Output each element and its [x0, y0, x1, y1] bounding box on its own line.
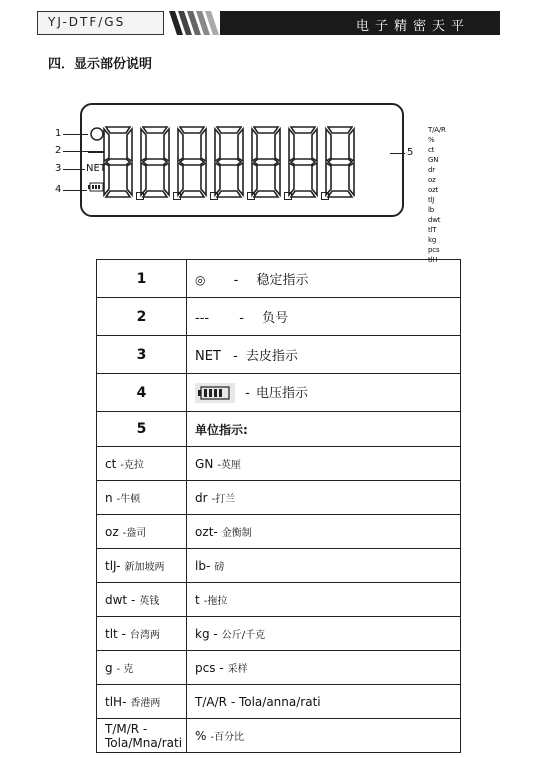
header-title: 电子精密天平 [355, 19, 470, 34]
unit-description: 磅 [214, 562, 225, 573]
legend-entry [187, 260, 461, 298]
unit-description: -克拉 [120, 460, 144, 471]
callout-3: 3 [55, 163, 62, 174]
callout-line [63, 169, 85, 170]
unit-description: -拖拉 [203, 596, 228, 607]
unit-description: -打兰 [211, 494, 236, 505]
unit-entry [187, 447, 461, 481]
callout-line [63, 190, 87, 191]
unit-code: dr [195, 491, 208, 505]
unit-label: T/A/R % [428, 126, 446, 144]
unit-code: T/A/R - Tola/anna/rati [195, 694, 321, 709]
unit-entry [187, 549, 461, 583]
net-label: NET [86, 163, 106, 174]
lcd-digit [176, 125, 208, 199]
unit-row [97, 447, 461, 481]
unit-code: T/M/R - Tola/Mna/rati [105, 721, 183, 750]
unit-code: dwt - [105, 593, 136, 607]
callout-4: 4 [55, 184, 62, 195]
unit-description: 香港两 [130, 698, 161, 709]
row-number: 5 [97, 412, 187, 447]
legend-text: 电压指示 [256, 385, 309, 401]
unit-description: -百分比 [210, 732, 245, 743]
unit-code: t [195, 593, 200, 607]
unit-entry [97, 549, 187, 583]
legend-row [97, 412, 461, 447]
unit-entry [97, 515, 187, 549]
lcd-display-diagram [80, 103, 446, 264]
unit-entry [187, 719, 461, 753]
stable-symbol-icon: ◎ [195, 273, 206, 287]
unit-entry [97, 481, 187, 515]
unit-description: 新加坡两 [124, 562, 165, 573]
unit-row [97, 651, 461, 685]
unit-row [97, 685, 461, 719]
row-number: 4 [97, 374, 187, 412]
unit-label: ct GN dr [428, 146, 439, 174]
lcd-digit [213, 125, 245, 199]
unit-row [97, 719, 461, 753]
lcd-digit [324, 125, 356, 199]
unit-code: kg - [195, 627, 218, 641]
unit-entry [97, 685, 187, 719]
legend-row [97, 298, 461, 336]
unit-description: - 克 [116, 664, 134, 675]
lcd-digit [250, 125, 282, 199]
unit-label: kg pcs tlH [428, 236, 440, 264]
unit-row [97, 583, 461, 617]
unit-row [97, 617, 461, 651]
unit-entry [187, 583, 461, 617]
dash: - [239, 311, 244, 326]
lcd-digit [102, 125, 134, 199]
legend-text: 稳定指示 [256, 273, 309, 288]
legend-entry [187, 298, 461, 336]
unit-label: lb dwt tlT [428, 206, 441, 234]
stripe-decoration [169, 11, 221, 35]
model-label: YJ-DTF/GS [48, 15, 126, 29]
unit-description: 采样 [227, 664, 248, 675]
unit-entry [187, 617, 461, 651]
unit-description: 金衡制 [221, 528, 252, 539]
dash: - [233, 349, 238, 364]
unit-row [97, 481, 461, 515]
callout-1: 1 [55, 128, 62, 139]
callout-5: 5 [407, 147, 414, 158]
lcd-digit [287, 125, 319, 199]
dash: - [245, 385, 250, 401]
unit-description: -牛顿 [116, 494, 141, 505]
unit-description: -英厘 [217, 460, 241, 471]
unit-description: 公斤/千克 [221, 630, 266, 641]
unit-entry [97, 617, 187, 651]
legend-entry [187, 374, 461, 412]
unit-indicators [428, 125, 446, 265]
model-label-box [37, 11, 164, 35]
callout-2: 2 [55, 145, 62, 156]
unit-row [97, 549, 461, 583]
net-symbol: NET [195, 349, 221, 364]
unit-entry [97, 719, 187, 753]
legend-row [97, 374, 461, 412]
legend-entry [187, 336, 461, 374]
unit-code: GN [195, 457, 214, 471]
dash: - [233, 273, 239, 288]
unit-entry [187, 515, 461, 549]
unit-code: tlH- [105, 695, 127, 709]
legend-text: 负号 [262, 311, 289, 326]
callout-line [390, 153, 405, 154]
unit-code: tlJ- [105, 559, 121, 573]
unit-code: ozt- [195, 525, 218, 539]
unit-heading: 单位指示: [187, 412, 461, 447]
unit-description: -盎司 [122, 528, 147, 539]
row-number: 3 [97, 336, 187, 374]
callout-line [63, 151, 88, 152]
lcd-digit [139, 125, 171, 199]
unit-entry [97, 583, 187, 617]
row-number: 1 [97, 260, 187, 298]
unit-description: 台湾两 [129, 630, 160, 641]
row-number: 2 [97, 298, 187, 336]
unit-entry [187, 651, 461, 685]
unit-code: tlt - [105, 627, 126, 641]
unit-code: lb- [195, 559, 211, 573]
legend-row [97, 260, 461, 298]
unit-code: ct [105, 457, 117, 471]
unit-row [97, 515, 461, 549]
minus-symbol: --- [195, 311, 210, 326]
title-bar [220, 11, 500, 35]
page-header [37, 11, 500, 35]
unit-code: pcs - [195, 661, 224, 675]
unit-entry [97, 447, 187, 481]
unit-label: oz ozt tlJ [428, 176, 439, 204]
unit-code: % [195, 729, 207, 743]
section-title: 四．显示部份说明 [48, 57, 153, 72]
legend-text: 去皮指示 [245, 349, 298, 364]
callout-line [63, 134, 88, 135]
unit-code: n [105, 491, 113, 505]
unit-entry [187, 481, 461, 515]
unit-entry [187, 685, 461, 719]
unit-description: 英钱 [139, 596, 160, 607]
unit-entry [97, 651, 187, 685]
unit-code: oz [105, 525, 119, 539]
legend-table [96, 259, 461, 753]
legend-row [97, 336, 461, 374]
unit-code: g [105, 661, 113, 675]
battery-icon [195, 383, 235, 403]
